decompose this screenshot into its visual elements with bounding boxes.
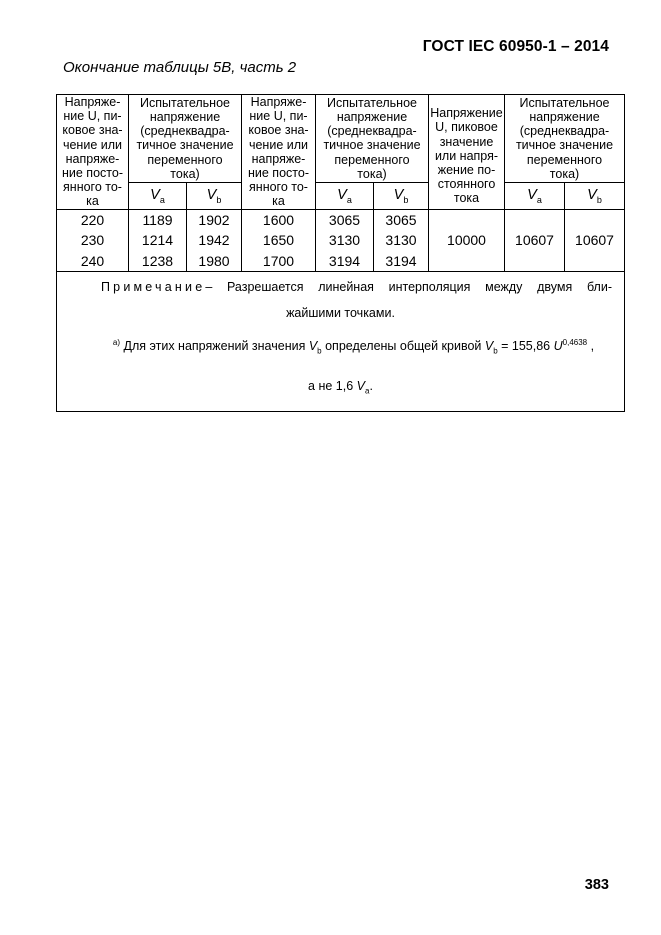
page-number: 383 <box>584 877 609 893</box>
cell-voltage-2: 1600 1650 1700 <box>242 209 316 272</box>
header-test-voltage-2: Испытательное напряжение (среднеквадра- тичное значение переменного тока) <box>316 95 429 183</box>
header-voltage-2: Напряже- ние U, пи- ковое зна- чение или напряже- ние посто- янного то- ка <box>242 95 316 210</box>
header-test-voltage-3: Испытательное напряжение (среднеквадра- тичное значение переменного тока) <box>505 95 625 183</box>
cell-vb-3: 10607 <box>565 209 625 272</box>
cell-vb-2: 3065 3130 3194 <box>374 209 429 272</box>
header-vb-3: $V_b$ <box>565 182 625 209</box>
footnote-line-2: а не 1,6 $V_a$. <box>308 378 373 396</box>
cell-va-3: 10607 <box>505 209 565 272</box>
table-row <box>57 209 625 272</box>
note-line-2: жайшими точками. <box>286 306 395 321</box>
header-va-3: $V_a$ <box>505 182 565 209</box>
footnote-line-1: $^{а)}$ Для этих напряжений значения $V_b$ определены общей кривой $V_b = 155,86$ $U^{0,4638}$ , <box>112 338 595 356</box>
header-test-voltage-1: Испытательное напряжение (среднеквадра- тичное значение переменного тока) <box>129 95 242 183</box>
standard-designation: ГОСТ IEC 60950-1 – 2014 <box>422 38 609 55</box>
header-vb-1: $V_b$ <box>187 182 242 209</box>
note-line-1: Примечание– Разрешается линейная интерполяция между двумя бли- <box>101 280 612 295</box>
note-label: Примечание <box>101 280 206 295</box>
header-vb-2: $V_b$ <box>374 182 429 209</box>
cell-voltage-1: 220 230 240 <box>57 209 129 272</box>
header-voltage-1: Напряже- ние U, пи- ковое зна- чение или напряже- ние посто- янного то- ка <box>57 95 129 210</box>
cell-voltage-3: 10000 <box>429 209 505 272</box>
table-caption: Окончание таблицы 5В, часть 2 <box>63 59 297 76</box>
cell-va-1: 1189 1214 1238 <box>129 209 187 272</box>
header-voltage-3: Напряжение U, пиковое значение или напря- жение по- стоянного тока <box>429 95 505 210</box>
header-va-1: $V_a$ <box>129 182 187 209</box>
table-note <box>57 272 625 412</box>
cell-va-2: 3065 3130 3194 <box>316 209 374 272</box>
cell-vb-1: 1902 1942 1980 <box>187 209 242 272</box>
voltage-table <box>56 94 625 412</box>
header-va-2: $V_a$ <box>316 182 374 209</box>
